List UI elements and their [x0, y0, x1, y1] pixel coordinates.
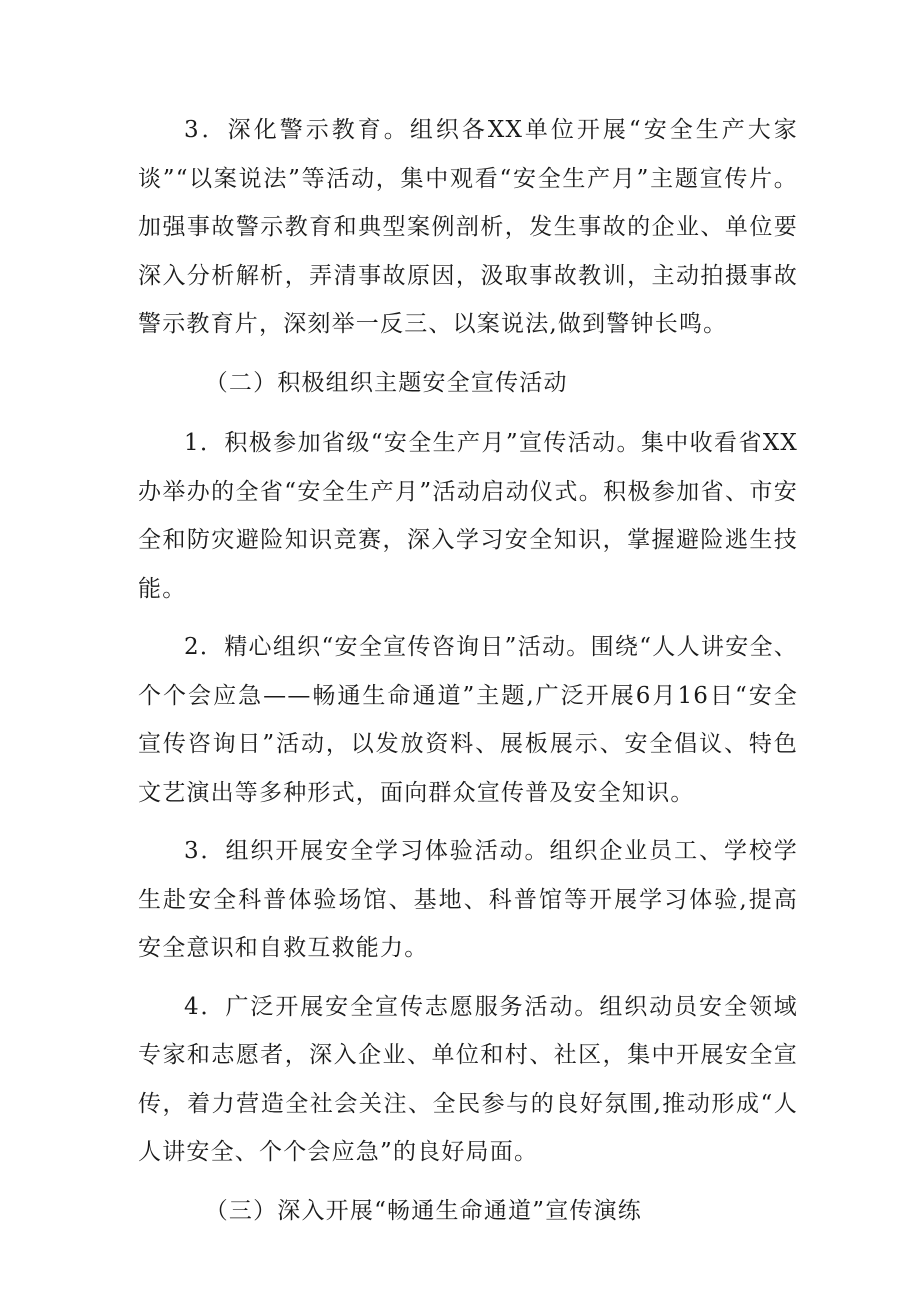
- paragraph-provincial-safety-month: 1．积极参加省级“安全生产月”宣传活动。集中收看省XX办举办的全省“安全生产月”活动启动仪式。积极参加省、市安全和防灾避险知识竞赛，深入学习安全知识，掌握避险逃生技能。: [138, 430, 798, 602]
- paragraph-consultation-day: 2．精心组织“安全宣传咨询日”活动。围绕“人人讲安全、个个会应急——畅通生命通道”主题,广泛开展6月16日“安全宣传咨询日”活动，以发放资料、展板展示、安全倡议、特色文艺演出等多种形式，面向群众宣传普及安全知识。: [138, 634, 798, 806]
- section-heading-theme-campaigns: （二）积极组织主题安全宣传活动: [204, 369, 568, 396]
- paragraph-learning-experience: 3．组织开展安全学习体验活动。组织企业员工、学校学生赴安全科普体验场馆、基地、科普馆等开展学习体验,提高安全意识和自救互救能力。: [138, 838, 798, 961]
- document-page: [138, 106, 798, 1235]
- paragraph-deepen-warning-education: 3．深化警示教育。组织各XX单位开展“安全生产大家谈”“以案说法”等活动，集中观看“安全生产月”主题宣传片。加强事故警示教育和典型案例剖析，发生事故的企业、单位要深入分析解析，弄清事故原因，汲取事故教训，主动拍摄事故警示教育片，深刻举一反三、以案说法,做到警钟长鸣。: [138, 117, 798, 337]
- section-heading-life-passage-drill: （三）深入开展“畅通生命通道”宣传演练: [204, 1197, 643, 1224]
- paragraph-volunteer-service: 4．广泛开展安全宣传志愿服务活动。组织动员安全领域专家和志愿者，深入企业、单位和村、社区，集中开展安全宣传，着力营造全社会关注、全民参与的良好氛围,推动形成“人人讲安全、个个会应急”的良好局面。: [138, 993, 798, 1165]
